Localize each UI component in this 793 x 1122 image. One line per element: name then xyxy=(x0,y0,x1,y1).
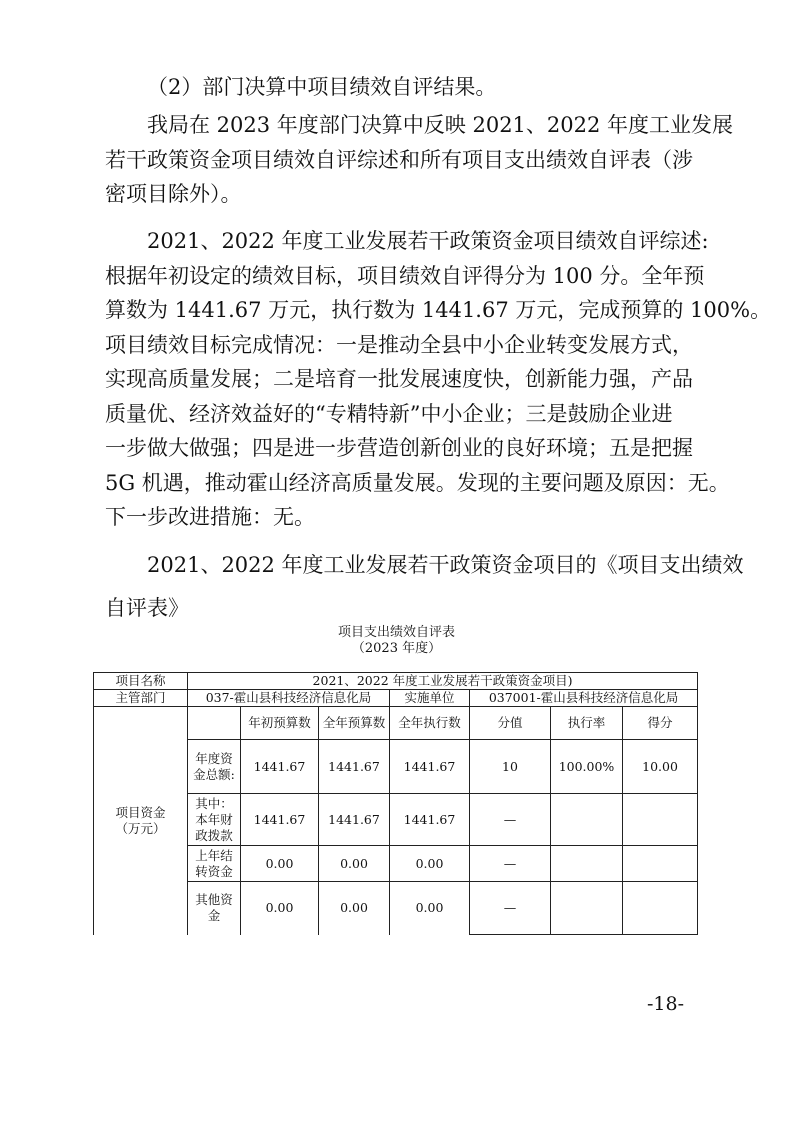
text-line: 实现高质量发展；二是培育一批发展速度快，创新能力强，产品 xyxy=(105,367,693,391)
cell-annual: 0.00 xyxy=(319,882,390,935)
text-line: 项目绩效目标完成情况：一是推动全县中小企业转变发展方式， xyxy=(105,332,693,357)
cell-score-value: 10 xyxy=(470,740,551,794)
col-header: 执行率 xyxy=(551,707,623,740)
cell-score-value: — xyxy=(470,794,551,846)
paragraph-3 xyxy=(105,548,744,625)
table-header-row xyxy=(94,707,698,740)
cell-executed: 1441.67 xyxy=(390,740,470,794)
impl-value: 037001-霍山县科技经济信息化局 xyxy=(470,690,698,707)
cell-executed: 0.00 xyxy=(390,882,470,935)
row-label: 其中：本年财政拨款 xyxy=(188,794,241,846)
cell-score-value: — xyxy=(470,882,551,935)
cell-rate xyxy=(551,846,623,882)
text-line: 2021、2022 年度工业发展若干政策资金项目绩效自评综述: xyxy=(147,229,709,253)
section-heading xyxy=(105,70,697,105)
col-header: 全年预算数 xyxy=(319,707,390,740)
text-line: 自评表》 xyxy=(105,595,189,620)
dept-label: 主管部门 xyxy=(94,690,188,707)
cell-initial: 1441.67 xyxy=(241,794,319,846)
text-line: 根据年初设定的绩效目标，项目绩效自评得分为 100 分。全年预 xyxy=(105,263,705,288)
cell-initial: 1441.67 xyxy=(241,740,319,794)
page-number: -18- xyxy=(647,993,685,1015)
project-name-value: 2021、2022 年度工业发展若干政策资金项目) xyxy=(188,673,698,690)
row-label: 其他资金 xyxy=(188,882,241,935)
row-label: 上年结转资金 xyxy=(188,846,241,882)
text-line: 若干政策资金项目绩效自评综述和所有项目支出绩效自评表（涉 xyxy=(105,147,693,172)
performance-table xyxy=(93,672,698,935)
cell-rate xyxy=(551,882,623,935)
cell-score: 10.00 xyxy=(623,740,698,794)
project-name-label: 项目名称 xyxy=(94,673,188,690)
text-line: 下一步改进措施：无。 xyxy=(105,505,315,529)
impl-label: 实施单位 xyxy=(390,690,470,707)
col-header: 分值 xyxy=(470,707,551,740)
table-title: 项目支出绩效自评表 xyxy=(337,625,455,640)
dept-value: 037-霍山县科技经济信息化局 xyxy=(188,690,390,707)
table-row xyxy=(94,673,698,690)
heading-line: （2）部门决算中项目绩效自评结果。 xyxy=(147,75,497,99)
blank-header-cell xyxy=(188,707,241,740)
text-line: 5G 机遇，推动霍山经济高质量发展。发现的主要问题及原因：无。 xyxy=(105,470,730,495)
cell-executed: 0.00 xyxy=(390,846,470,882)
text-line: 密项目除外）。 xyxy=(105,182,242,206)
cell-annual: 1441.67 xyxy=(319,794,390,846)
cell-annual: 1441.67 xyxy=(319,740,390,794)
text-line: 2021、2022 年度工业发展若干政策资金项目的《项目支出绩效 xyxy=(147,553,744,577)
cell-initial: 0.00 xyxy=(241,882,319,935)
col-header: 得分 xyxy=(623,707,698,740)
col-header: 年初预算数 xyxy=(241,707,319,740)
funds-label xyxy=(94,707,188,935)
text-line: 算数为 1441.67 万元，执行数为 1441.67 万元，完成预算的 100%。 xyxy=(105,298,772,322)
cell-score-value: — xyxy=(470,846,551,882)
funds-label-text: 项目资金（万元） xyxy=(115,804,166,836)
cell-score xyxy=(623,794,698,846)
cell-executed: 1441.67 xyxy=(390,794,470,846)
cell-initial: 0.00 xyxy=(241,846,319,882)
text-line: 我局在 2023 年度部门决算中反映 2021、2022 年度工业发展 xyxy=(147,113,734,137)
cell-annual: 0.00 xyxy=(319,846,390,882)
table-row xyxy=(94,690,698,707)
cell-score xyxy=(623,846,698,882)
cell-rate: 100.00% xyxy=(551,740,623,794)
text-line: 质量优、经济效益好的“专精特新”中小企业；三是鼓励企业进 xyxy=(105,401,673,426)
paragraph-2 xyxy=(105,224,772,535)
text-line: 一步做大做强；四是进一步营造创新创业的良好环境；五是把握 xyxy=(105,436,693,460)
cell-score xyxy=(623,882,698,935)
col-header: 全年执行数 xyxy=(390,707,470,740)
paragraph-1 xyxy=(105,108,734,212)
cell-rate xyxy=(551,794,623,846)
table-subtitle: （2023 年度） xyxy=(351,641,442,656)
row-label: 年度资金总额: xyxy=(188,740,241,794)
